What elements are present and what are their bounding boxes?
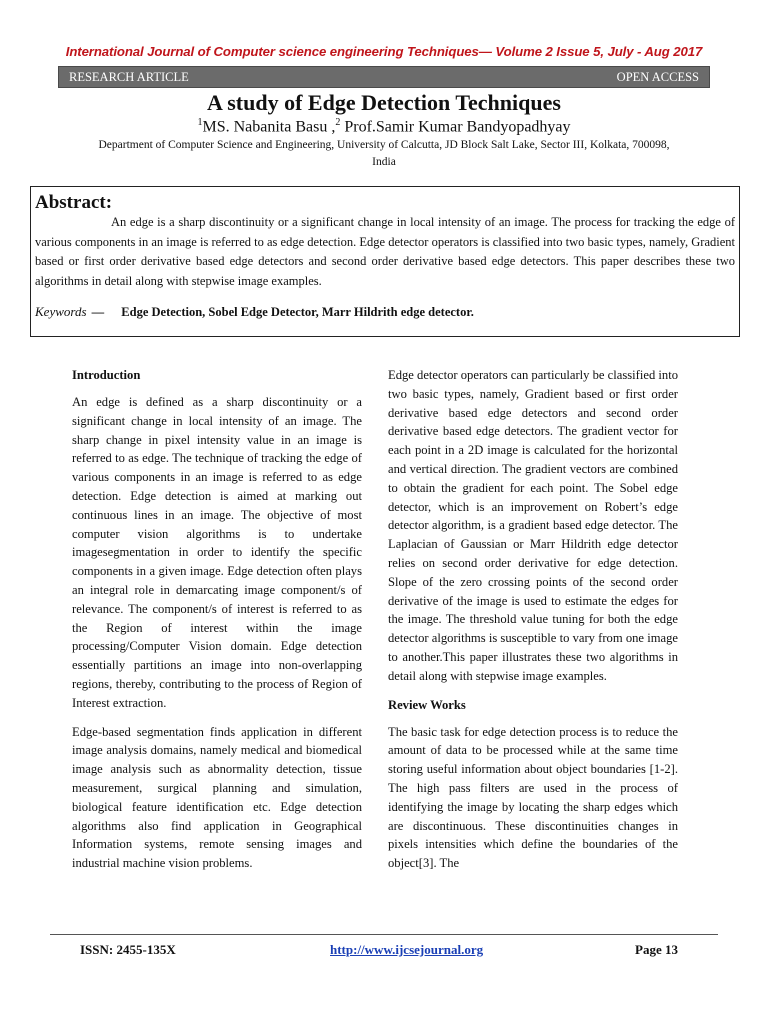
- research-article-label: RESEARCH ARTICLE: [69, 70, 189, 84]
- paper-title: A study of Edge Detection Techniques: [207, 90, 561, 115]
- author1-name: MS. Nabanita Basu ,: [202, 118, 336, 136]
- author2-name: Prof.Samir Kumar Bandyopadhyay: [340, 118, 571, 136]
- affiliation: Department of Computer Science and Engineering, University of Calcutta, JD Block Salt Lake, Sector III, Kolkata, 700098, India: [98, 139, 670, 168]
- footer-rule: [50, 934, 718, 935]
- author-line: [0, 117, 768, 136]
- detector-types-paragraph: Edge detector operators can particularly be classified into two basic types, namely, Gradient based or first order derivative based edge detectors and second order derivative based edge detectors. The gradient vector for each point in a 2D image is calculated for the horizontal and vertical direction. The gradient vectors are combined to obtain the gradient for each point. The Sobel edge detector, which is an improvement on Robert’s edge detector algorithm, is a gradient based edge detector. The Laplacian of Gaussian or Marr Hildrith edge detector relies on second order derivative for edge detection. Slope of the zero crossing points of the second order derivative of the image is used to estimate the edges for the image. The threshold value tuning for both the edge detector algorithms is susceptible to vary from one image to another.This paper illustrates these two algorithms in detail along with stepwise image examples.: [388, 368, 678, 683]
- author2-superscript: 2: [335, 117, 341, 128]
- journal-header: International Journal of Computer science engineering Techniques— Volume 2 Issue 5, July - Aug 2017: [65, 44, 703, 59]
- right-column: [388, 366, 678, 883]
- introduction-paragraph-1: An edge is defined as a sharp discontinuity or a significant change in local intensity of an image. The sharp change in pixel intensity value in an image is referred to as edge. The technique of tracking the edge of various components in an image is referred to as edge detection. Edge detection is aimed at marking out continuous lines in an image. The objective of most computer vision algorithms is to undertake imagesegmentation in order to identify the specific components in a given image. Edge detection often plays an integral role in demarcating image component/s of relevance. The component/s of interest is referred to as the Region of interest within the image processing/Computer Vision domain. Edge detection essentially partitions an image into non-overlapping regions, thereby, contributing to the process of Region of Interest extraction.: [72, 395, 362, 710]
- left-column: [72, 366, 362, 883]
- open-access-label: OPEN ACCESS: [616, 70, 699, 84]
- author1-superscript: 1: [197, 117, 203, 128]
- review-works-paragraph: The basic task for edge detection process is to reduce the amount of data to be processed while at the same time storing useful information about object boundaries [1-2]. The high pass filters are used in the process of identifying the image by locating the sharp edges which are discontinuous. These discontinuities changes in pixels intensities which define the boundaries of the object[3]. The: [388, 724, 678, 871]
- keywords-dash: —: [91, 305, 105, 319]
- introduction-paragraph-2: Edge-based segmentation finds application in different image analysis domains, namely medical and biomedical image analysis such as abnormality detection, tissue measurement, surgical planning and simulation, biological feature identification etc. Edge detection algorithms also find application in Geographical Information systems, remote sensing images and industrial machine vision problems.: [72, 724, 362, 871]
- article-type-bar: [58, 66, 710, 88]
- journal-url-link[interactable]: http://www.ijcsejournal.org: [330, 942, 484, 957]
- page-number: Page 13: [635, 942, 678, 957]
- introduction-heading: Introduction: [72, 368, 141, 382]
- review-works-heading: Review Works: [388, 697, 466, 712]
- keywords-label: Keywords: [35, 304, 87, 319]
- keywords-values: Edge Detection, Sobel Edge Detector, Marr Hildrith edge detector.: [121, 305, 474, 319]
- abstract-heading: Abstract:: [35, 192, 113, 213]
- abstract-box: [30, 186, 740, 337]
- keywords-line: [35, 304, 735, 320]
- issn-label: ISSN: 2455-135X: [80, 942, 176, 957]
- abstract-text: An edge is a sharp discontinuity or a significant change in local intensity of an image. The process for tracking the edge of various components in an image is referred to as edge detection. Edge detector operators is classified into two basic types, namely, Gradient based or first order derivative based edge detectors and second order derivative based edge detectors. This paper describes these two algorithms in detail along with stepwise image examples.: [35, 215, 735, 288]
